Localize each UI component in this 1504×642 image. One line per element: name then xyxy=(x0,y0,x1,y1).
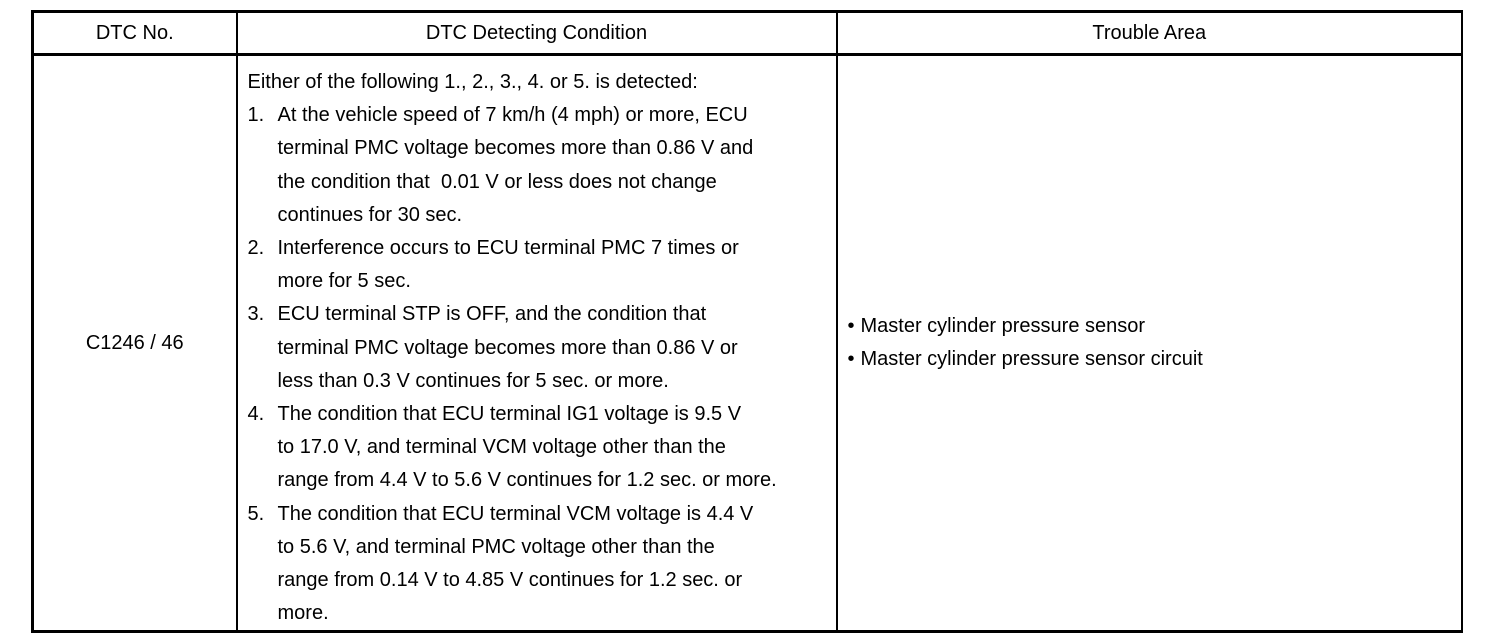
header-dtc-no: DTC No. xyxy=(33,12,237,55)
condition-line: terminal PMC voltage becomes more than 0.86 V and xyxy=(277,137,754,160)
condition-line: range from 0.14 V to 4.85 V continues for 1.2 sec. or xyxy=(277,569,743,592)
trouble-area-list xyxy=(848,310,1462,376)
bullet-icon: • xyxy=(847,315,855,338)
condition-item-1 xyxy=(248,99,826,232)
condition-line: The condition that ECU terminal VCM voltage is 4.4 V xyxy=(277,502,754,525)
header-trouble-area: Trouble Area xyxy=(837,12,1463,55)
condition-line: ECU terminal STP is OFF, and the condition that xyxy=(277,303,707,326)
condition-item-5 xyxy=(248,498,826,631)
condition-number: 3. xyxy=(247,303,265,326)
condition-intro: Either of the following 1., 2., 3., 4. or 5. is detected: xyxy=(247,71,698,93)
dtc-table xyxy=(31,10,1463,633)
dtc-code-cell: C1246 / 46 xyxy=(33,55,237,632)
table-row xyxy=(33,55,1463,632)
table-header-row xyxy=(33,12,1463,55)
condition-number: 2. xyxy=(247,237,265,260)
condition-line: Interference occurs to ECU terminal PMC 7 times or xyxy=(277,237,739,260)
detecting-condition-cell xyxy=(237,55,837,632)
condition-line: At the vehicle speed of 7 km/h (4 mph) or more, ECU xyxy=(277,104,748,127)
condition-number: 5. xyxy=(247,502,265,525)
condition-line: continues for 30 sec. xyxy=(277,203,463,226)
trouble-area-text: Master cylinder pressure sensor circuit xyxy=(860,348,1203,371)
trouble-area-text: Master cylinder pressure sensor xyxy=(860,315,1146,338)
trouble-area-item xyxy=(848,310,1462,343)
condition-line: the condition that 0.01 V or less does not change xyxy=(277,170,717,193)
bullet-icon: • xyxy=(847,348,855,371)
header-detecting-condition: DTC Detecting Condition xyxy=(237,12,837,55)
condition-item-4 xyxy=(248,398,826,498)
condition-item-3 xyxy=(248,298,826,398)
condition-line: more. xyxy=(277,602,329,625)
condition-line: less than 0.3 V continues for 5 sec. or more. xyxy=(277,369,669,392)
trouble-area-cell xyxy=(837,55,1463,632)
condition-line: range from 4.4 V to 5.6 V continues for 1.2 sec. or more. xyxy=(277,469,777,492)
condition-line: to 17.0 V, and terminal VCM voltage other than the xyxy=(277,436,726,459)
condition-line: The condition that ECU terminal IG1 voltage is 9.5 V xyxy=(277,403,742,426)
condition-line: more for 5 sec. xyxy=(277,270,411,293)
condition-line: to 5.6 V, and terminal PMC voltage other than the xyxy=(277,535,715,558)
condition-number: 4. xyxy=(247,403,265,426)
trouble-area-item xyxy=(848,343,1462,376)
condition-list xyxy=(248,99,826,630)
condition-item-2 xyxy=(248,232,826,298)
condition-line: terminal PMC voltage becomes more than 0.86 V or xyxy=(277,336,738,359)
condition-number: 1. xyxy=(247,104,265,127)
